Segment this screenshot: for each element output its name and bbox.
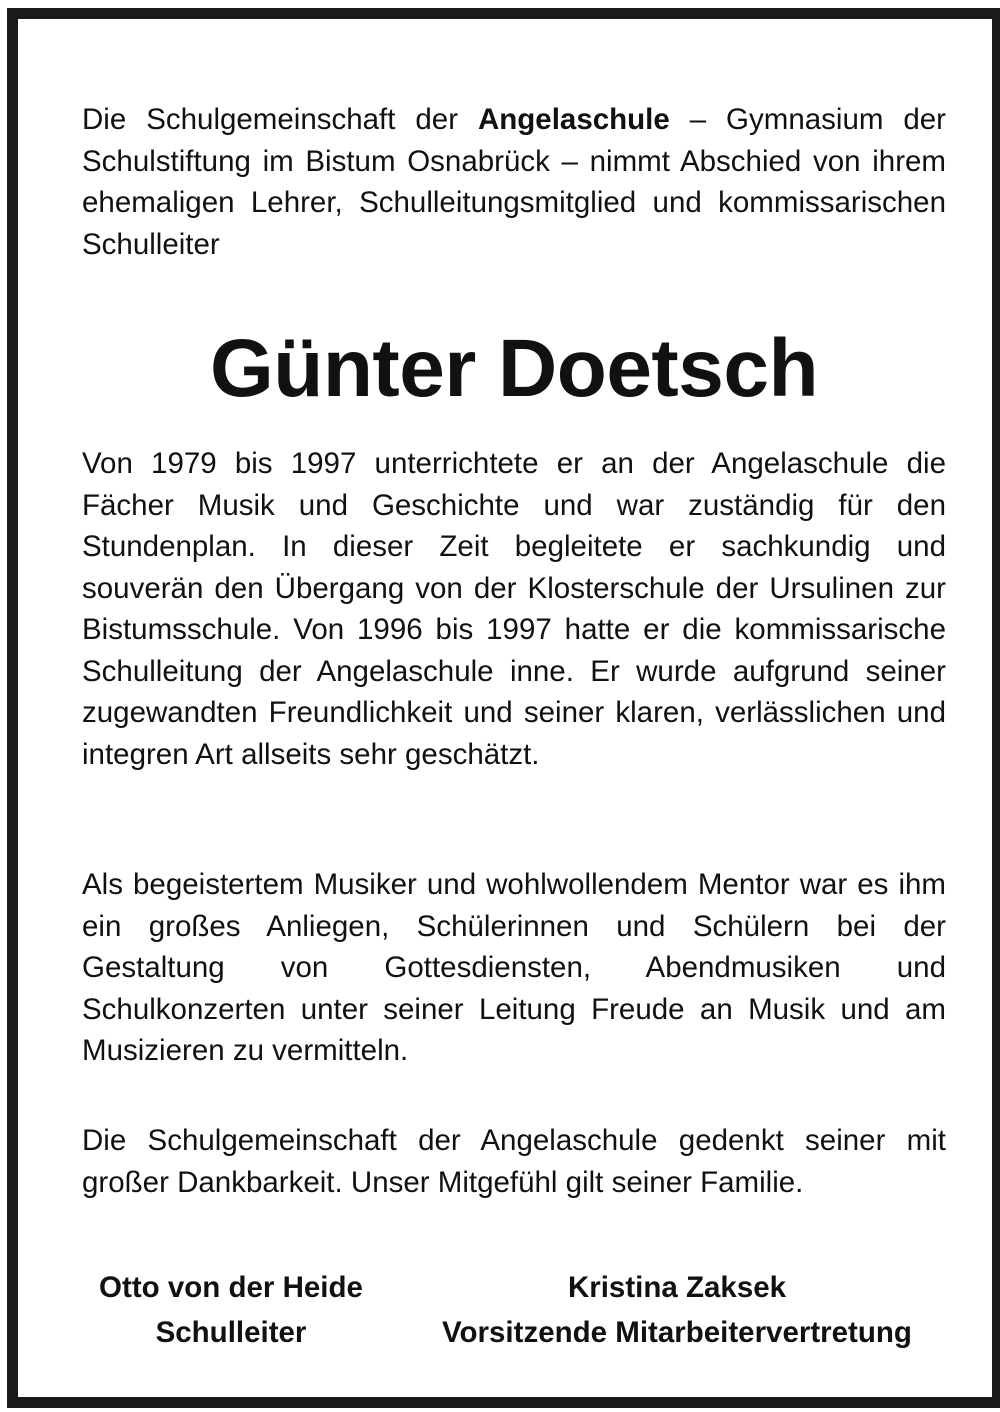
school-name: Angelaschule xyxy=(477,103,670,136)
obituary-frame xyxy=(7,8,1000,1408)
deceased-name: Günter Doetsch xyxy=(209,323,819,414)
biography-paragraph: Von 1979 bis 1997 unterrichtete er an der Angelaschule die Fächer Musik und Geschichte und war zuständig für den Stundenplan. In dieser Zeit begleitete er sachkundig und souverän den Übergang von der Klosterschule der Ursulinen zur Bistumsschule. Von 1996 bis 1997 hatte er die kommissarische Schulleitung der Angelaschule inne. Er wurde aufgrund seiner zugewandten Freundlichkeit und seiner klaren, verlässlichen und integren Art allseits sehr geschätzt. xyxy=(82,447,946,771)
signature-role: Schulleiter xyxy=(155,1316,307,1349)
signature-role: Vorsitzende Mitarbeitervertretung xyxy=(442,1316,912,1349)
signature-principal xyxy=(82,1265,380,1355)
signature-staff-representative xyxy=(408,1265,946,1355)
intro-text xyxy=(82,99,946,265)
intro-pre: Die Schulgemeinschaft der xyxy=(82,103,478,136)
condolence-paragraph: Die Schulgemeinschaft der Angelaschule gedenkt seiner mit großer Dankbarkeit. Unser Mitgefühl gilt seiner Familie. xyxy=(82,1124,946,1199)
signature-name: Otto von der Heide xyxy=(99,1271,363,1304)
intro-post: – Gymnasium der Schulstiftung im Bistum Osnabrück – nimmt Abschied von ihrem ehemaligen Lehrer, Schulleitungsmitglied und kommissarischen Schulleiter xyxy=(82,103,946,261)
signature-name: Kristina Zaksek xyxy=(567,1271,787,1304)
tribute-paragraph: Als begeistertem Musiker und wohlwollendem Mentor war es ihm ein großes Anliegen, Schülerinnen und Schülern bei der Gestaltung von Gottesdiensten, Abendmusiken und Schulkonzerten unter seiner Leitung Freude an Musik und am Musizieren zu vermitteln. xyxy=(82,868,946,1067)
